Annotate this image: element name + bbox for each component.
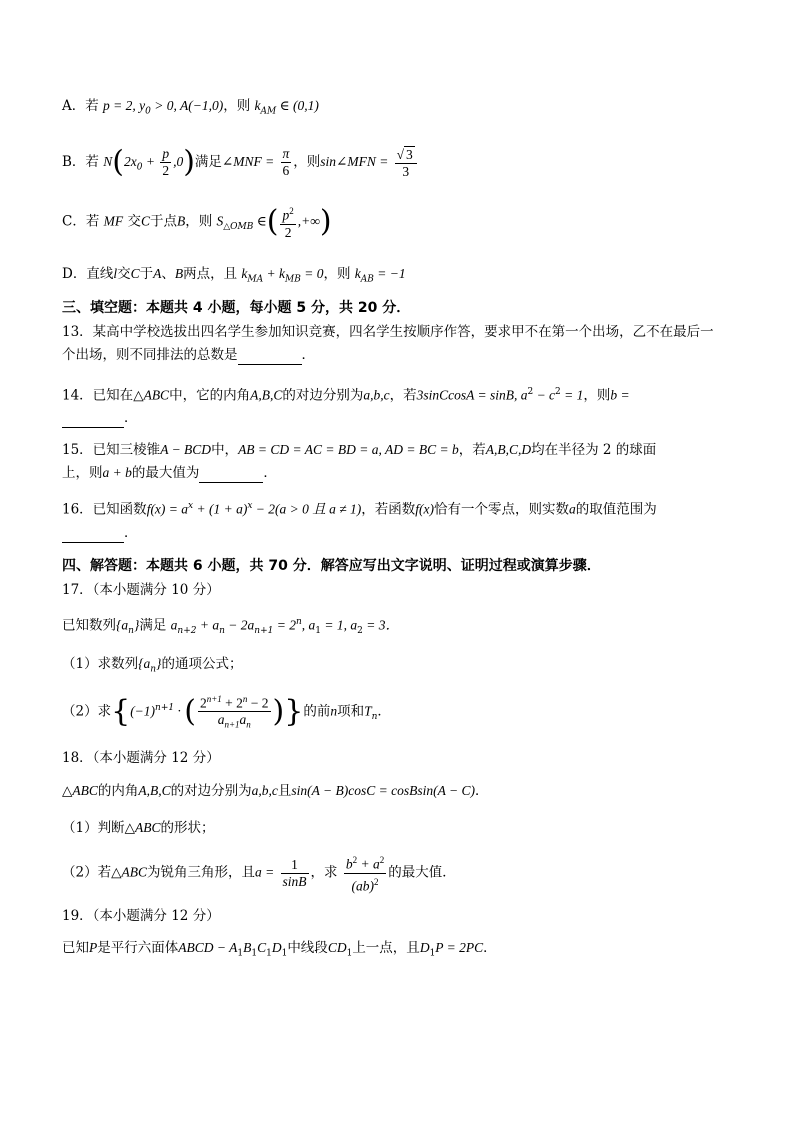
question-19-header: 19．（本小题满分 12 分）: [62, 908, 220, 924]
answer-blank[interactable]: [238, 350, 302, 365]
question-14: 14．已知在△ABC中，它的内角A,B,C的对边分别为a,b,c，若3sinCcosA = sinB, $a^2 - c^2 = 1$，则b =: [62, 387, 630, 404]
question-15-line2: 上，则a + b的最大值为 ．: [62, 465, 277, 481]
option-c: C．若 MF 交C于点B，则 $S_{\triangle OMB}$ ∈( $\frac{p^2}{2}$ ,+∞): [62, 203, 332, 240]
question-14-line2: ．: [62, 408, 744, 428]
question-17-part2: （2）求{$(-1)^{n+1}$ · ( $\frac{2^{n+1} + 2^n - 2}{a_{n+1}a_n}$ )}的前n项和$T_n$．: [62, 688, 744, 737]
option-b: B．若 $N(2x_0$ + $\frac{p}{2}$ ,0)满足∠MNF = $\frac{\pi}{6}$ ，则sin∠MFN = $\frac{√ 3}{3}$: [62, 145, 744, 185]
question-18-stem: △ABC的内角A,B,C的对边分别为a,b,c且sin(A − B)cosC = cosBsin(A − C)．: [62, 783, 489, 799]
answer-blank[interactable]: [62, 413, 124, 428]
fraction-p-over-2: $\frac{p}{2}$: [162, 146, 170, 178]
section-3-title: 三、填空题：本题共 4 小题，每小题 5 分，共 20 分．: [62, 300, 411, 316]
section-4-title: 四、解答题：本题共 6 小题，共 70 分．解答应写出文字说明、证明过程或演算步骤．: [62, 558, 601, 574]
fraction-sequence-term: $\frac{2^{n+1} + 2^n - 2}{a_{n+1}a_n}$: [198, 691, 271, 733]
question-17-part1: （1）求数列$\{a_n\}$的通项公式；: [62, 656, 243, 675]
question-13-line2: 个出场，则不同排法的总数是 ．: [62, 347, 315, 363]
fraction-sqrt3-over-3: $\frac{√ 3}{3}$: [395, 146, 417, 180]
option-d: D．直线l交C于A、B两点，且 $k_{MA} + k_{MB} = 0$，则 $k_{AB} = -1$: [62, 266, 406, 285]
option-a: A．若 p = 2, $y_0 > 0$, A(−1,0)，则 $k_{AM}$ ∈ (0,1): [62, 98, 319, 117]
question-18-header: 18．（本小题满分 12 分）: [62, 750, 220, 766]
question-16: 16．已知函数$f(x) = a^x + (1 + a)^x - 2(a > 0$ 且 a ≠ 1)，若函数f(x)恰有一个零点，则实数a的取值范围为: [62, 501, 657, 518]
question-13-line1: 13．某高中学校选拔出四名学生参加知识竞赛，四名学生按顺序作答，要求甲不在第一个出场，乙不在最后一: [62, 324, 714, 340]
question-17-stem: 已知数列$\{a_n\}$满足 $a_{n+2} + a_n - 2a_{n+1} = 2^n$, $a_1 = 1$, $a_2 = 3$．: [62, 617, 399, 637]
answer-blank[interactable]: [62, 528, 124, 543]
question-18-part2: （2）若△ABC为锐角三角形，且a = $\frac{1}{\sin B}$ ，求 $\frac{b^2 + a^2}{(ab)^2}$ 的最大值．: [62, 852, 744, 894]
fraction-one-over-sinb: $\frac{1}{\sin B}$: [282, 856, 307, 889]
question-19-stem: 已知P是平行六面体ABCD − $A_1B_1C_1D_1$中线段$CD_1$上一点，且$D_1P = 2PC$．: [62, 940, 497, 959]
question-18-part1: （1）判断△ABC的形状；: [62, 820, 215, 836]
fraction-p2-over-2: $\frac{p^2}{2}$: [280, 203, 295, 241]
fraction-ratio: $\frac{b^2 + a^2}{(ab)^2}$: [344, 852, 386, 894]
question-15: 15．已知三棱锥A − BCD中，AB = CD = AC = BD = a, AD = BC = b，若A,B,C,D均在半径为 2 的球面: [62, 442, 657, 458]
question-17-header: 17．（本小题满分 10 分）: [62, 582, 220, 598]
question-16-line2: ．: [62, 523, 744, 543]
fraction-pi-over-6: $\frac{\pi}{6}$: [282, 146, 290, 178]
answer-blank[interactable]: [199, 468, 263, 483]
